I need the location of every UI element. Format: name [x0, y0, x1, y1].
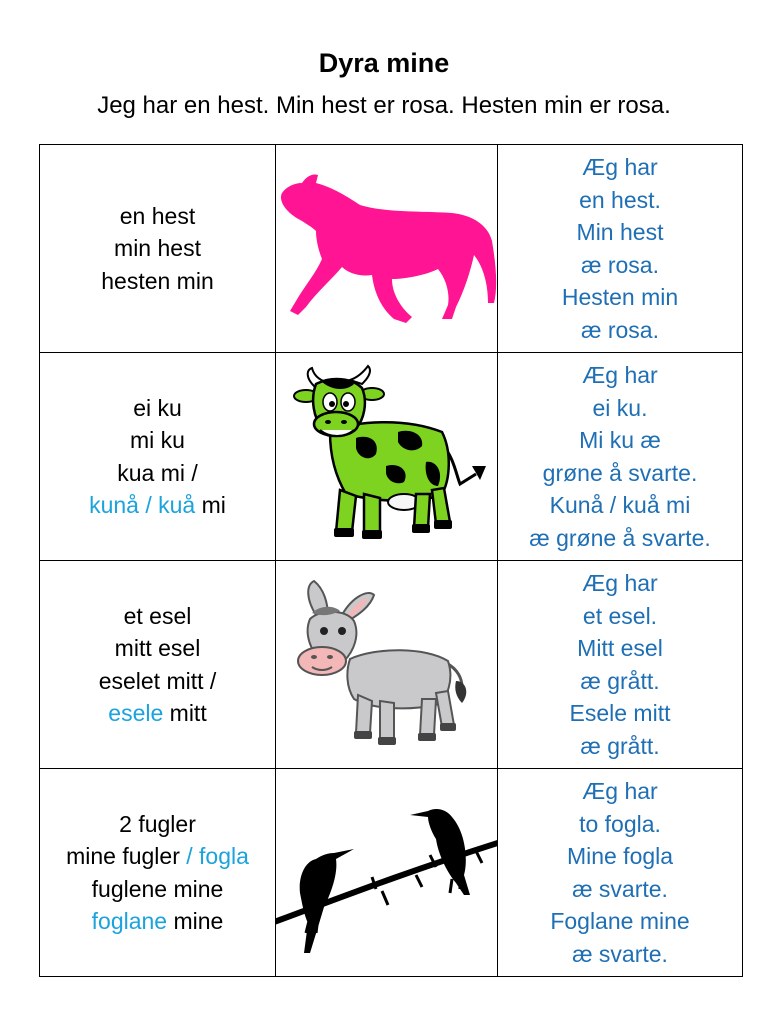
- alt-form: foglane: [91, 908, 168, 934]
- word-line: [40, 840, 275, 873]
- word-line: eselet mitt /: [98, 667, 217, 694]
- dialect-cell: [498, 145, 743, 353]
- word-line: fuglene mine: [91, 875, 224, 902]
- cow-icon: [276, 362, 498, 552]
- donkey-icon: [276, 575, 498, 755]
- dialect-line: Mitt esel: [577, 635, 663, 661]
- word-line: [40, 697, 275, 730]
- word-line: et esel: [123, 602, 192, 629]
- dialect-line: æ grøne å svarte.: [529, 524, 711, 551]
- word-line: min hest: [114, 235, 201, 262]
- word-line: kua mi /: [117, 459, 198, 486]
- dialect-line: Hesten min: [561, 284, 679, 310]
- dialect-line: to fogla.: [579, 810, 661, 837]
- word-line: hesten min: [101, 267, 214, 294]
- dialect-line: Æg har: [582, 362, 658, 388]
- word-rest: mine: [167, 908, 224, 934]
- dialect-line: Æg har: [582, 570, 658, 596]
- alt-form: kunå / kuå: [89, 492, 196, 518]
- words-cell: [40, 145, 276, 353]
- word-line: mitt esel: [114, 635, 201, 661]
- dialect-line: grøne å svarte.: [542, 459, 698, 486]
- dialect-line: æ rosa.: [581, 251, 659, 278]
- table-row: [40, 145, 743, 353]
- word-line: mi ku: [130, 427, 185, 453]
- word-line: 2 fugler: [119, 810, 196, 837]
- image-cell: [276, 561, 498, 769]
- dialect-line: en hest.: [579, 186, 661, 213]
- dialect-line: Æg har: [582, 778, 658, 804]
- dialect-line: æ grått.: [580, 667, 660, 694]
- word-rest: mitt: [163, 700, 207, 726]
- page-subtitle: Jeg har en hest. Min hest er rosa. Hesten min er rosa.: [97, 92, 671, 119]
- table-row: [40, 561, 743, 769]
- word-rest: mi: [195, 492, 226, 518]
- alt-form: / fogla: [186, 843, 249, 869]
- word-line: ei ku: [133, 394, 182, 421]
- table-row: [40, 353, 743, 561]
- word-line: en hest: [119, 202, 196, 229]
- dialect-line: ei ku.: [592, 394, 648, 421]
- dialect-line: et esel.: [582, 602, 658, 629]
- horse-icon: [276, 169, 498, 329]
- alt-form: esele: [108, 700, 164, 726]
- words-cell: [40, 561, 276, 769]
- dialect-line: Mi ku æ: [579, 427, 661, 453]
- dialect-line: æ svarte.: [572, 940, 668, 967]
- table-row: [40, 769, 743, 977]
- word-line: [40, 489, 275, 522]
- dialect-line: Foglane mine: [550, 908, 690, 934]
- word-main: mine fugler: [66, 843, 187, 869]
- dialect-line: æ svarte.: [572, 875, 668, 902]
- words-cell: [40, 769, 276, 977]
- animals-table: [39, 144, 743, 977]
- dialect-line: Mine fogla: [566, 843, 674, 869]
- image-cell: [276, 353, 498, 561]
- dialect-line: Æg har: [582, 154, 658, 180]
- dialect-cell: [498, 769, 743, 977]
- words-cell: [40, 353, 276, 561]
- dialect-line: Esele mitt: [569, 700, 671, 726]
- dialect-line: æ rosa.: [581, 316, 659, 343]
- dialect-cell: [498, 353, 743, 561]
- word-line: [40, 905, 275, 938]
- page-title: Dyra mine: [318, 48, 450, 78]
- image-cell: [276, 145, 498, 353]
- dialect-cell: [498, 561, 743, 769]
- dialect-line: Kunå / kuå mi: [549, 492, 691, 518]
- birds-icon: [276, 783, 498, 963]
- dialect-line: æ grått.: [580, 732, 660, 759]
- dialect-line: Min hest: [576, 219, 664, 245]
- image-cell: [276, 769, 498, 977]
